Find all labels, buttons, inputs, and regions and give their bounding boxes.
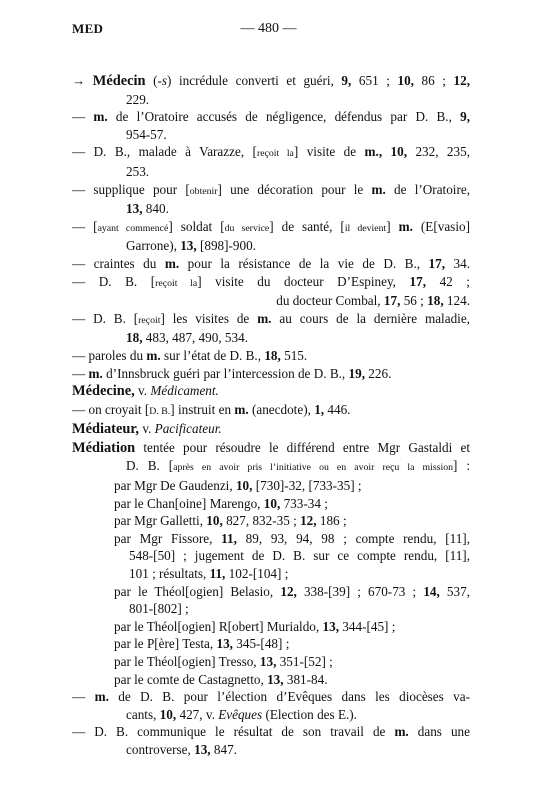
- index-line: Garrone), 13, [898]-900.: [126, 238, 257, 254]
- index-line: D. B. [après en avoir pris l’initiative ou en avoir reçu la mission] :: [126, 458, 470, 474]
- index-line: 954-57.: [126, 126, 167, 142]
- index-line: par le Chan[oine] Marengo, 10, 733-34 ;: [114, 495, 328, 511]
- index-line: par le Théol[ogien] R[obert] Murialdo, 13, 344-[45] ;: [114, 618, 396, 634]
- index-line: → Médecin (-s) incrédule converti et guéri, 9, 651 ; 10, 86 ; 12,: [72, 73, 470, 89]
- index-line: — D. B., malade à Varazze, [reçoit la] visite de m., 10, 232, 235,: [72, 144, 470, 160]
- index-line: — D. B. communique le résultat de son travail de m. dans une: [72, 724, 470, 740]
- index-line: — D. B. [reçoit la] visite du docteur D’Espiney, 17, 42 ;: [72, 273, 470, 289]
- index-line: — D. B. [reçoit] les visites de m. au cours de la dernière maladie,: [72, 310, 470, 326]
- index-line: controverse, 13, 847.: [126, 741, 237, 757]
- page-header: [0, 20, 537, 40]
- index-line: 548-[50] ; jugement de D. B. sur ce compte rendu, [11],: [129, 548, 470, 564]
- index-line: cants, 10, 427, v. Evêques (Election des E.).: [126, 706, 357, 722]
- index-line: — paroles du m. sur l’état de D. B., 18, 515.: [72, 347, 308, 363]
- index-line: 18, 483, 487, 490, 534.: [126, 330, 248, 346]
- index-line: par le P[ère] Testa, 13, 345-[48] ;: [114, 636, 290, 652]
- index-line: par le comte de Castagnetto, 13, 381-84.: [114, 671, 328, 687]
- index-line: par Mgr De Gaudenzi, 10, [730]-32, [733-35] ;: [114, 478, 362, 494]
- index-line: — on croyait [D. B.] instruit en m. (anecdote), 1, 446.: [72, 401, 351, 417]
- index-line: — m. de D. B. pour l’élection d’Evêques dans les diocèses va-: [72, 689, 470, 705]
- index-line: par Mgr Galletti, 10, 827, 832-35 ; 12, 186 ;: [114, 513, 347, 529]
- index-line: 253.: [126, 163, 150, 179]
- index-line: Médiateur, v. Pacificateur.: [72, 421, 222, 438]
- index-line: — m. de l’Oratoire accusés de négligence, défendus par D. B., 9,: [72, 109, 470, 125]
- index-line: — [ayant commencé] soldat [du service] de santé, [il devient] m. (E[vasio]: [72, 218, 470, 234]
- index-line: Médiation tentée pour résoudre le différend entre Mgr Gastaldi et: [72, 439, 470, 456]
- index-line: 13, 840.: [126, 201, 169, 217]
- index-line: 801-[802] ;: [129, 601, 189, 617]
- running-head: MED: [72, 21, 104, 36]
- page-number: — 480 —: [240, 21, 297, 36]
- index-line: 229.: [126, 91, 150, 107]
- index-line: par Mgr Fissore, 11, 89, 93, 94, 98 ; compte rendu, [11],: [114, 530, 470, 546]
- index-line: — craintes du m. pour la résistance de la vie de D. B., 17, 34.: [72, 255, 470, 271]
- index-line: par le Théol[ogien] Belasio, 12, 338-[39] ; 670-73 ; 14, 537,: [114, 583, 470, 599]
- index-line: — supplique pour [obtenir] une décoration pour le m. de l’Oratoire,: [72, 181, 470, 197]
- index-line: du docteur Combal, 17, 56 ; 18, 124.: [276, 293, 470, 309]
- index-line: 101 ; résultats, 11, 102-[104] ;: [129, 566, 289, 582]
- index-line: par le Théol[ogien] Tresso, 13, 351-[52] ;: [114, 654, 333, 669]
- index-line: Médecine, v. Médicament.: [72, 383, 219, 400]
- index-body: [72, 72, 470, 759]
- index-line: — m. d’Innsbruck guéri par l’intercession de D. B., 19, 226.: [72, 365, 392, 381]
